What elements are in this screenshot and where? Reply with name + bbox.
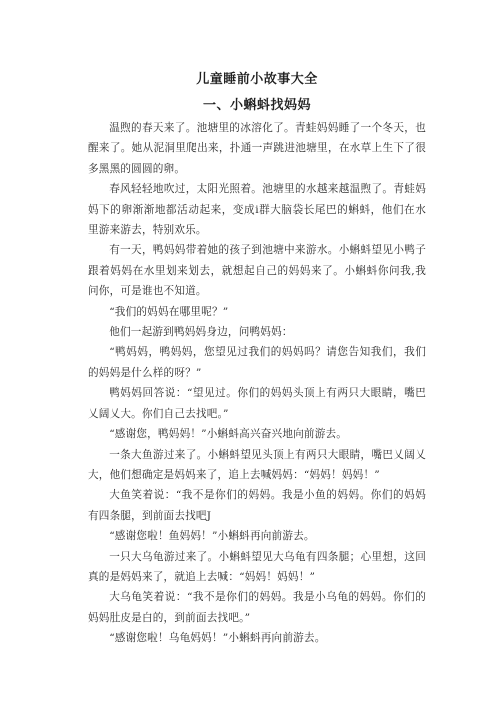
document-title: 儿童睡前小故事大全: [196, 72, 318, 87]
story-paragraph: “我们的妈妈在哪里呢？”: [109, 305, 229, 318]
story-paragraph: 大鱼笑着说：“我不是你们的妈妈。我是小鱼的妈妈。你们的妈妈有四条腿，到前面去找吧J: [88, 489, 426, 522]
story-paragraph: 一只大乌龟游过来了。小蝌蚪望见大乌龟有四条腿；心里想，这回真的是妈妈来了，就追上去喊：“妈妈！妈妈！”: [88, 550, 426, 583]
story-paragraph: “鸭妈妈，鸭妈妈，您望见过我们的妈妈吗？请您告知我们，我们的妈妈是什么样的呀？”: [88, 346, 426, 379]
story-paragraph: 他们一起游到鸭妈妈身边，问鸭妈妈：: [109, 326, 293, 339]
story-paragraph: “感谢您啦！鱼妈妈！”小蝌蚪再向前游去。: [109, 530, 315, 543]
story-paragraph: 温煦的春天来了。池塘里的冰溶化了。青蛙妈妈睡了一个冬天，也醒来了。她从泥洞里爬出来，扑通一声跳进池塘里，在水草上生下了很多黑黑的圆圆的卵。: [88, 122, 426, 175]
story-paragraph: 大乌龟笑着说：“我不是你们的妈妈。我是小乌龟的妈妈。你们的妈妈肚皮是白的，到前面去找吧。”: [88, 591, 426, 624]
story-paragraph: 春风轻轻地吹过，太阳光照着。池塘里的水越来越温煦了。青蛙妈妈下的卵渐渐地都活动起来，变成i群大脑袋长尾巴的蝌蚪，他们在水里游来游去，特别欢乐。: [88, 183, 426, 237]
story-paragraph: 有一天，鸭妈妈带着她的孩子到池塘中来游水。小蝌蚪望见小鸭子跟着妈妈在水里划来划去，就想起自己的妈妈来了。小蝌蚪你问我,我问你，可是谁也不知道。: [88, 244, 426, 298]
section-title: 一、小蝌蚪找妈妈: [202, 98, 311, 113]
story-paragraph: “感谢您啦！乌龟妈妈！”小蝌蚪再向前游去。: [109, 632, 326, 645]
story-paragraph: 鸭妈妈回答说：“望见过。你们的妈妈头顶上有两只大眼睛，嘴巴乂阔乂大。你们自己去找吧。”: [88, 387, 426, 420]
story-paragraph: 一条大鱼游过来了。小蝌蚪望见头顶上有两只大眼睛，嘴巴乂阔乂大，他们想确定是妈妈来了，追上去喊妈妈：“妈妈！妈妈！”: [88, 448, 426, 481]
story-paragraph: “感谢您，鸭妈妈！”小蝌蚪高兴奋兴地向前游去。: [109, 428, 348, 441]
story-body: [88, 118, 426, 649]
